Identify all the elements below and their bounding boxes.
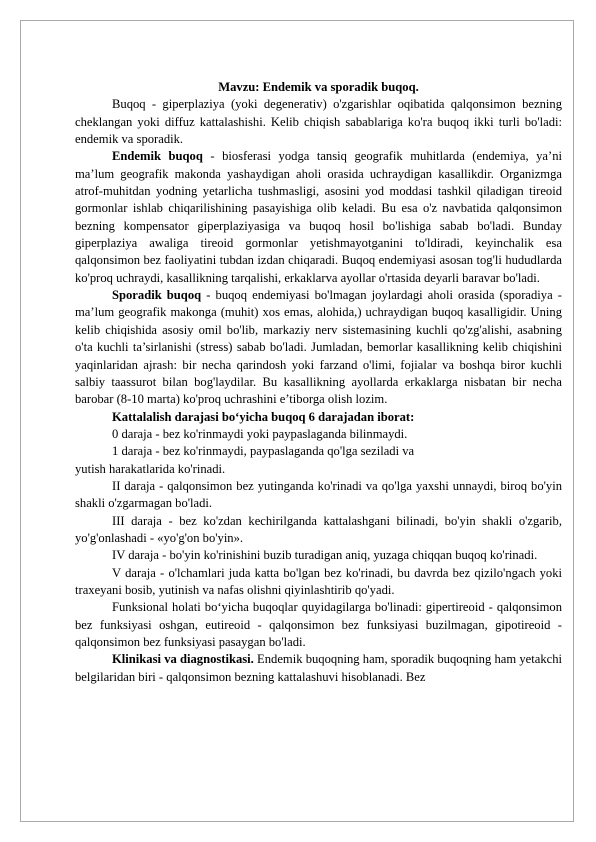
paragraph-sporadic-text: - buqoq endemiyasi bo'lmagan joylardagi aholi orasida (sporadiya - ma’lum geografik makonga (muhit) xos emas, alohida,) uchraydigan buqoq kasalligidir. Uning kelib chiqishida asosiy omil bo'lib, markaziy nerv sistemasining kuchli qo'zg'alishi, asabning o'ta kuchli ta’sirlanishi (stress) sabab bo'ladi. Jumladan, bemorlar kasallikning kelib chiqishini yaqinlaridan ajrash: bir necha qarindosh yoki farzand o'limi, fojialar va boshqa biror kuchli salbiy taassurot bilan bog'laydilar. Bu kasallikning ayollarda erkaklarga nisbatan bir necha barobar (8-10 marta) ko'proq uchrashini e’tiborga olish lozim. xyxy=(75,288,562,407)
degree-2: II daraja - qalqonsimon bez yutinganda ko'rinadi va qo'lga yaxshi unnaydi, biroq bo'yin shakli o'zgarmagan bo'ladi. xyxy=(75,478,562,511)
paragraph-clinic xyxy=(75,651,562,686)
degrees-heading-text: Kattalalish darajasi bo‘yicha buqoq 6 darajadan iborat: xyxy=(112,409,415,424)
degree-1-line-1: 1 daraja - bez ko'rinmaydi, paypaslaganda qo'lga seziladi va xyxy=(112,444,415,459)
document-page xyxy=(20,20,574,822)
term-sporadic: Sporadik buqoq xyxy=(112,288,202,303)
degree-1-line-2: yutish harakatlarida ko'rinadi. xyxy=(75,461,226,476)
degree-0: 0 daraja - bez ko'rinmaydi yoki paypaslaganda bilinmaydi. xyxy=(112,426,408,441)
degree-3: III daraja - bez ko'zdan kechirilganda kattalashgani bilinadi, bo'yin shakli o'zgarib, yo'g'onlashadi - «yo'g'on bo'yin». xyxy=(75,513,562,545)
document-title: Mavzu: Endemik va sporadik buqoq. xyxy=(218,80,419,94)
paragraph-definition: Buqoq - giperplaziya (yoki degenerativ) o'zgarishlar oqibatida qalqonsimon bezning cheklangan yoki diffuz kattalashishi. Kelib chiqish sabablariga ko'ra buqoq ikki turli bo'ladi: endemik va sporadik. xyxy=(75,97,562,147)
paragraph-endemic-text: - biosferasi yodga tansiq geografik muhitlarda (endemiya, ya’ni ma’lum geografik makonda yashaydigan aholi orasida uchraydigan kasallikdir. Organizmga atrof-muhitdan yodning yetarlicha tushmasligi, asosini yod moddasi tashkil qiladigan tireoid gormonlar ishlab chiqarilishining pasayishiga olib keladi. Bu esa o'z navbatida qalqonsimon bezning kompensator giperplaziyasiga va buqoq hosil bo'lishiga sabab bo'ladi. Bunday giperplaziya awaliga tireoid gormonlar yetishmayotganini to'ldiradi, keyinchalik esa qalqonsimon bez faoliyatini tubdan izdan chiqaradi. Buqoq endemiyasi asosan tog'li hududlarda ko'proq uchraydi, kasallikning tarqalishi, erkaklarva ayollar o'rtasida deyarli baravar bo'ladi. xyxy=(75,149,562,285)
paragraph-endemic xyxy=(75,148,562,287)
paragraph-clinic-text: Endemik buqoqning ham, sporadik buqoqning ham yetakchi belgilaridan biri - qalqonsimon bezning kattalashuvi hisoblanadi. Bez xyxy=(75,652,563,684)
degree-4: IV daraja - bo'yin ko'rinishini buzib turadigan aniq, yuzaga chiqqan buqoq ko'rinadi. xyxy=(112,548,538,563)
paragraph-functional: Funksional holati bo‘yicha buqoqlar quyidagilarga bo'linadi: gipertireoid - qalqonsimon bez funksiyasi oshgan, eutireoid - qalqonsimon bez funksiyasi buzilmagan, gipotireoid - qalqonsimon bez funksiyasi pasaygan bo'ladi. xyxy=(75,600,562,649)
term-clinic: Klinikasi va diagnostikasi. xyxy=(112,652,254,667)
document-body xyxy=(75,79,562,686)
term-endemic: Endemik buqoq xyxy=(112,149,203,164)
degree-5: V daraja - o'lchamlari juda katta bo'lgan bez ko'rinadi, bu davrda bez qizilo'ngach yoki traxeyani bosib, yutinish va nafas olishni qiyinlashtirib qo'yadi. xyxy=(75,565,562,597)
paragraph-sporadic xyxy=(75,287,562,408)
degrees-heading xyxy=(75,409,562,426)
